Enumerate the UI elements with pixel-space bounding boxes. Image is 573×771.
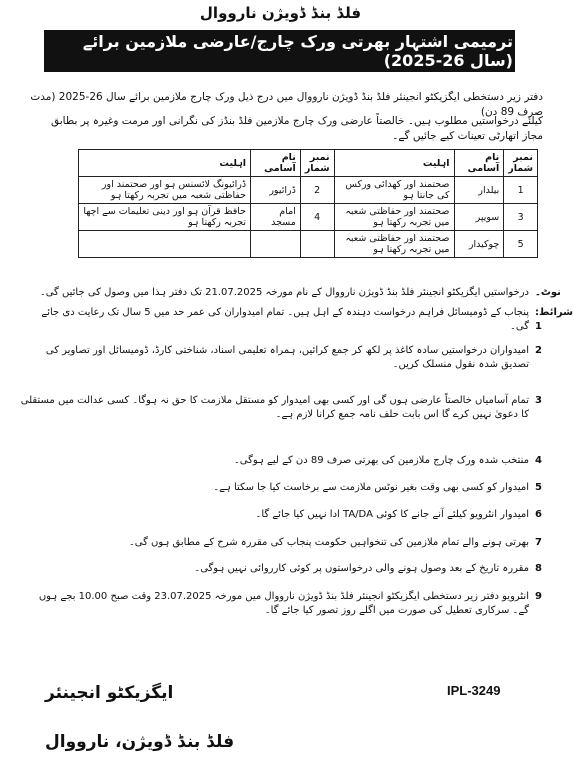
serial-cell (300, 231, 334, 258)
serial-cell: 5 (504, 231, 538, 258)
qualification-cell: حافظ قرآن ہو اور دینی تعلیمات سے اچھا تجربہ رکھتا ہو (79, 204, 251, 231)
serial-cell: 1 (504, 177, 538, 204)
signature-office: فلڈ بنڈ ڈویژن، نارووال (45, 732, 235, 752)
note-number: 2 (535, 345, 542, 356)
note-item (20, 306, 573, 334)
col-post: نام آسامی (251, 150, 301, 177)
advertisement-banner (44, 30, 515, 72)
note-number: 7 (535, 537, 542, 548)
table-header-row (79, 150, 538, 177)
serial-cell: 2 (300, 177, 334, 204)
note-item (20, 454, 545, 468)
col-qualification: اہلیت (79, 150, 251, 177)
note-item (20, 286, 561, 300)
serial-cell: 3 (504, 204, 538, 231)
note-number: 3 (535, 395, 542, 406)
post-cell: بیلدار (454, 177, 504, 204)
col-post: نام آسامی (454, 150, 504, 177)
note-number: شرائط: 1 (535, 307, 573, 332)
post-cell (251, 231, 301, 258)
banner-title: ترمیمی اشتہار بھرتی ورک چارج/عارضی ملازمین برائے (سال 26-2025) (82, 32, 513, 70)
post-cell: چوکیدار (454, 231, 504, 258)
note-text: تمام آسامیاں خالصتاً عارضی ہوں گی اور کسی بھی امیدوار کو مستقل ملازمت کا حق نہ ہوگا۔ کسی عدالت میں مستقلی کا دعویٰ نہیں کرے گا اس بابت حلف نامہ جمع کرانا لازم ہے۔ (20, 395, 529, 420)
qualification-cell (79, 231, 251, 258)
note-number: نوٹ۔ (535, 287, 561, 298)
note-item (20, 590, 545, 618)
table-row (79, 231, 538, 258)
note-text: بھرتی ہونے والے تمام ملازمین کی تنخواہیں حکومت پنجاب کی مقررہ شرح کے مطابق ہوں گی۔ (128, 537, 529, 548)
note-item (20, 508, 545, 522)
post-cell: امام مسجد (251, 204, 301, 231)
note-number: 4 (535, 455, 542, 466)
qualification-cell: ڈرائیونگ لائسنس ہو اور صحتمند اور حفاظتی شعبہ میں تجربہ رکھتا ہو (79, 177, 251, 204)
note-item (20, 344, 545, 372)
intro-line-2: کیلئے درخواستیں مطلوب ہیں۔ خالصتاً عارضی ورک چارج ملازمین فلڈ بنڈز کی نگرانی اور مرمت وغیرہ پر بطابق مجاز اتھارٹی تعینات کیے جائیں گے۔ (50, 115, 543, 142)
note-number: 5 (535, 482, 542, 493)
table-row (79, 204, 538, 231)
note-text: درخواستیں ایگزیکٹو انجینئر فلڈ بنڈ ڈویژن نارووال کے نام مورخہ 21.07.2025 تک دفتر ہذا میں وصول کی جائیں گی۔ (39, 287, 529, 298)
qualification-cell: صحتمند اور کھدائی ورکس کی جانتا ہو (334, 177, 454, 204)
note-text: مقررہ تاریخ کے بعد وصول ہونے والی درخواستوں پر کوئی کارروائی نہیں ہوگی۔ (194, 563, 529, 574)
qualification-cell: صحتمند اور حفاظتی شعبہ میں تجربہ رکھتا ہو (334, 204, 454, 231)
qualification-cell: صحتمند اور حفاظتی شعبہ میں تجربہ رکھتا ہو (334, 231, 454, 258)
note-text: پنجاب کے ڈومیسائل فراہم درخواست دہندہ کے اہل ہیں۔ تمام امیدواران کی عمر حد میں 5 سال تک رعایت دی جائے گی۔ (41, 307, 529, 332)
note-item (20, 536, 545, 550)
intro-line-1: دفتر زیر دستخطی ایگزیکٹو انجینئر فلڈ بنڈ ڈویژن نارووال میں درج ذیل ورک چارج ملازمین برائے سال 26-2025 (مدت صرف 89 دن) (30, 91, 543, 118)
note-number: 6 (535, 509, 542, 520)
post-cell: ڈرائیور (251, 177, 301, 204)
post-cell: سویپر (454, 204, 504, 231)
note-number: 9 (535, 591, 542, 602)
col-qualification: اہلیت (334, 150, 454, 177)
note-item (20, 394, 545, 422)
ipl-number: IPL-3249 (447, 683, 501, 698)
note-text: امیدوار کو کسی بھی وقت بغیر نوٹس ملازمت سے برخاست کیا جا سکتا ہے۔ (213, 482, 529, 493)
col-serial: نمبر شمار (504, 150, 538, 177)
office-title: فلڈ بنڈ ڈویژن نارووال (199, 4, 362, 22)
note-number: 8 (535, 563, 542, 574)
note-text: منتخب شدہ ورک چارج ملازمین کی بھرتی صرف 89 دن کے لیے ہوگی۔ (233, 455, 529, 466)
serial-cell: 4 (300, 204, 334, 231)
note-text: انٹرویو دفتر زیر دستخطی ایگزیکٹو انجینئر فلڈ بنڈ ڈویژن نارووال میں مورخہ 23.07.2025 وقت صبح 10.00 بجے ہوں گے۔ سرکاری تعطیل کی صورت میں اگلے روز تصور کیا جائے گا۔ (38, 591, 529, 616)
col-serial: نمبر شمار (300, 150, 334, 177)
note-text: امیدوار انٹرویو کیلئے آنے جانے کا کوئی TA/DA ادا نہیں کیا جائے گا۔ (255, 509, 529, 520)
note-item (20, 481, 545, 495)
positions-table (78, 149, 538, 258)
table-row (79, 177, 538, 204)
note-text: امیدواران درخواستیں سادہ کاغذ پر لکھ کر جمع کرائیں، ہمراہ تعلیمی اسناد، شناختی کارڈ، ڈومیسائل اور تصاویر کی تصدیق شدہ نقول منسلک کریں۔ (45, 345, 529, 370)
note-item (20, 562, 545, 576)
signature-title: ایگزیکٹو انجینئر (45, 683, 174, 703)
